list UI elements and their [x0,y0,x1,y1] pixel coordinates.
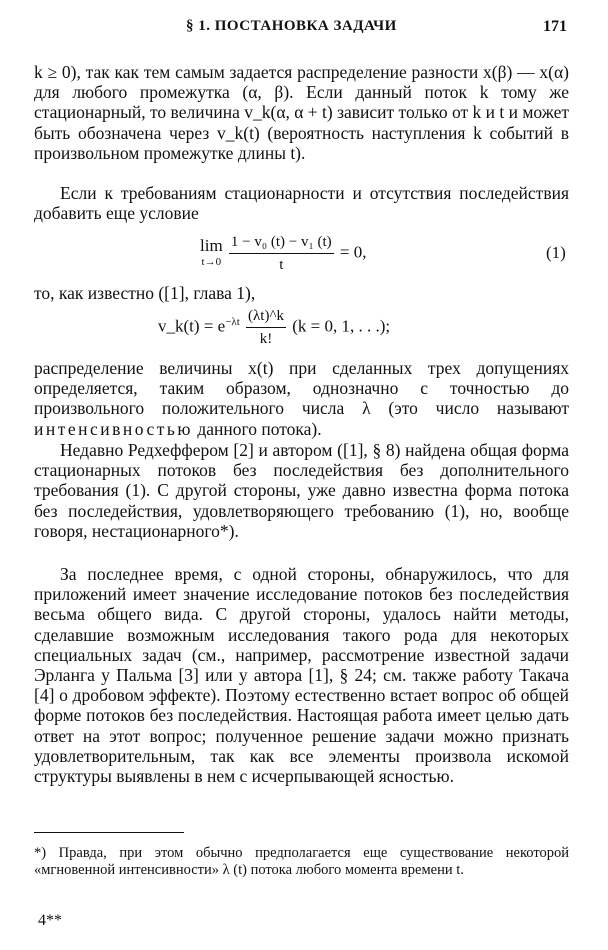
formula-2-lhs: v_k(t) = e [158,316,226,336]
formula-2-fraction [246,306,286,349]
formula-1-fraction [229,232,334,275]
formula-1-numerator: 1 − v₀ (t) − v₁ (t) [229,232,334,254]
paragraph-4 [34,358,569,439]
formula-1-rhs: = 0, [339,242,367,262]
signature-mark: 4** [38,912,62,929]
paragraph-2 [34,183,569,223]
formula-2-denominator: k! [259,331,273,347]
page-number: 171 [543,18,567,35]
paragraph-5-text: Недавно Редхеффером [2] и автором ([1], § 8) найдена общая форма стационарных потоков без последействия без дополнительного требования (1). С другой стороны, уже давно известна форма потока без последействия, удовлетворяющего требованию (1), но, вообще говоря, нестационарного*). [34,440,569,541]
paragraph-6-text: За последнее время, с одной стороны, обнаружилось, что для приложений имеет значение исследование потоков без последействия весьма общего вида. С другой стороны, удалось найти методы, сделавшие возможным исследования такого рода для некоторых специальных задач (см., например, рассмотрение известной задачи Эрланга у Пальма [3] или у автора [1], § 24; см. также работу Такача [4] о дробовом эффекте). Поэтому естественно встает вопрос об общей форме потоков без последействия. Настоящая работа имеет целью дать ответ на этот вопрос; полученное решение задачи можно признать удовлетворительным, так как все элементы произвола искомой структуры выявлены в нем с исчерпывающей ясностью. [34,564,569,787]
paragraph-3-text: то, как известно ([1], глава 1), [34,283,256,303]
paragraph-4-spaced-term: интенсивностью [34,418,193,439]
paragraph-6 [34,564,569,786]
footnote: *) Правда, при этом обычно предполагается еще существование некоторой «мгновенной интенсивности» λ (t) потока любого момента времени t. [34,845,569,878]
paragraph-3 [34,283,569,303]
paragraph-4-text [34,358,569,439]
paragraph-4-part-b: данного потока). [192,418,322,439]
formula-1-denominator: t [279,257,284,273]
section-title: § 1. ПОСТАНОВКА ЗАДАЧИ [186,18,397,34]
formula-2 [158,306,390,349]
footnote-divider [34,832,184,833]
page-header [0,18,608,42]
limit-subscript: t→0 [201,255,222,268]
paragraph-1 [34,62,569,163]
formula-2-rhs: (k = 0, 1, . . .); [292,316,391,336]
equation-number: (1) [546,243,566,262]
paragraph-1-text: k ≥ 0), так как тем самым задается распределение разности x(β) — x(α) для любого промежутка (α, β). Если данный поток k тому же стационарный, то величина v_k(α, α + t) зависит только от k и t и может быть обозначена через v_k(t) (вероятность наступления k событий в произвольном промежутке длины t). [34,62,569,163]
formula-2-exponent: −λt [225,315,240,328]
limit-label: lim [200,235,223,255]
limit-operator [200,235,223,270]
paragraph-5 [34,440,569,541]
formula-1 [200,232,366,275]
paragraph-2-text: Если к требованиям стационарности и отсутствия последействия добавить еще условие [34,183,569,224]
formula-2-numerator: (λt)^k [246,306,286,328]
paragraph-4-part-a: распределение величины x(t) при сделанных трех допущениях определяется, таким образом, однозначно с точностью до произвольного положительного числа λ (это число называют [34,358,569,419]
